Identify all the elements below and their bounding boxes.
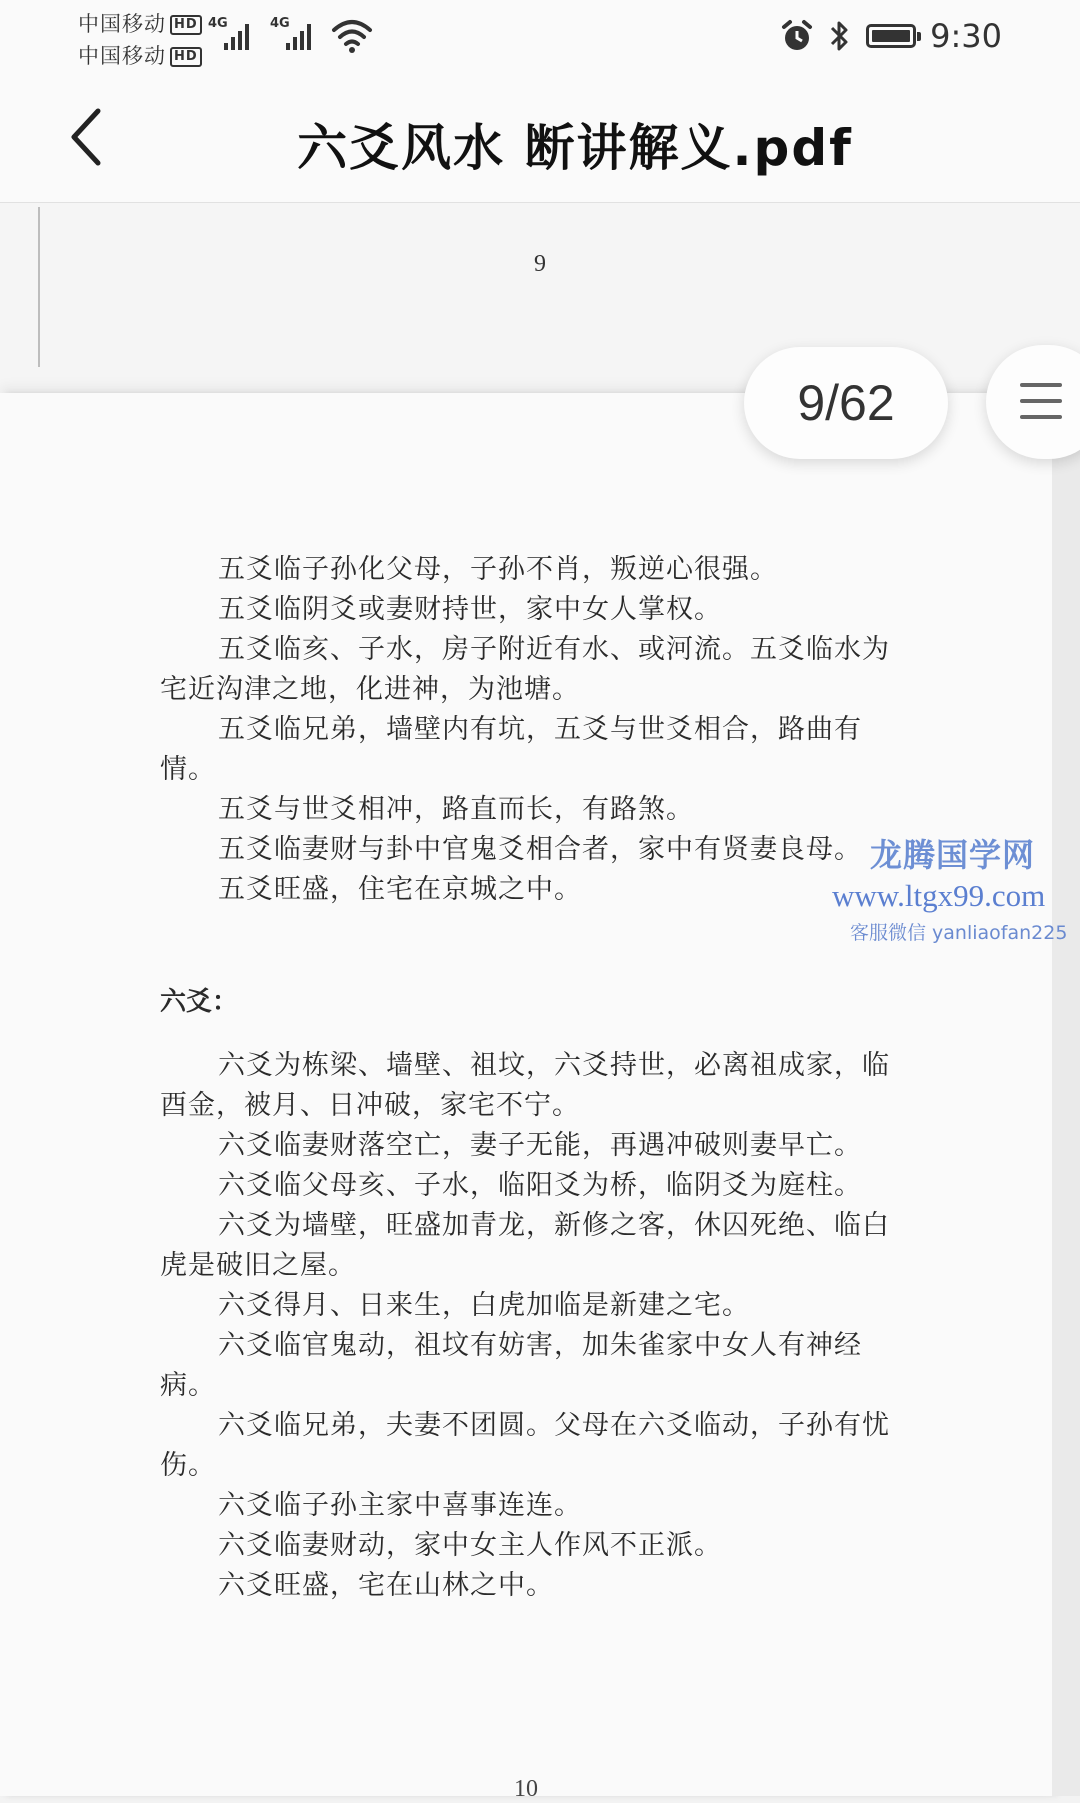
- watermark-brand: 龙腾国学网: [870, 836, 1036, 874]
- carrier-name: 中国移动: [78, 12, 166, 36]
- battery-icon: [866, 24, 916, 48]
- section-heading: 六爻：: [160, 987, 239, 1017]
- paragraph: 五爻旺盛，住宅在京城之中。: [218, 874, 582, 905]
- chevron-left-icon: [68, 107, 104, 167]
- paragraph: 六爻临官鬼动，祖坟有妨害，加朱雀家中女人有神经病。: [160, 1330, 862, 1401]
- document-body: [160, 550, 890, 1606]
- paragraph: 六爻为栋梁、墙壁、祖坟，六爻持世，必离祖成家，临酉金，被月、日冲破，家宅不宁。: [160, 1050, 890, 1121]
- paragraph: 六爻临子孙主家中喜事连连。: [218, 1490, 582, 1521]
- paragraph: 五爻临子孙化父母，子孙不肖，叛逆心很强。: [218, 554, 778, 585]
- hd-badge: HD: [170, 15, 202, 35]
- paragraph: 五爻临兄弟，墙壁内有坑，五爻与世爻相合，路曲有情。: [160, 714, 862, 785]
- clock: 9:30: [930, 17, 1002, 55]
- watermark-contact: 客服微信 yanliaofan225: [850, 922, 1068, 944]
- next-page-number: 10: [514, 1776, 538, 1802]
- paragraph: 六爻临兄弟，夫妻不团圆。父母在六爻临动，子孙有忧伤。: [160, 1410, 890, 1481]
- network-type: 4G: [208, 16, 228, 31]
- paragraph: 五爻临阴爻或妻财持世，家中女人掌权。: [218, 594, 722, 625]
- paragraph: 六爻临父母亥、子水，临阳爻为桥，临阴爻为庭柱。: [218, 1170, 862, 1201]
- paragraph: 五爻临妻财与卦中官鬼爻相合者，家中有贤妻良母。: [218, 834, 862, 865]
- page-edge: [38, 207, 40, 367]
- paragraph: 五爻临亥、子水，房子附近有水、或河流。五爻临水为宅近沟津之地，化进神，为池塘。: [160, 634, 890, 705]
- page-indicator[interactable]: 9/62: [744, 347, 948, 459]
- network-type: 4G: [270, 16, 290, 31]
- carrier-2: [78, 40, 202, 70]
- menu-icon: [1020, 383, 1062, 431]
- document-title: 六爻风水 断讲解义.pdf: [297, 119, 853, 177]
- paragraph: 六爻临妻财落空亡，妻子无能，再遇冲破则妻早亡。: [218, 1130, 862, 1161]
- watermark-url: www.ltgx99.com: [832, 878, 1046, 913]
- carrier-1: [78, 8, 202, 38]
- paragraph: 六爻为墙壁，旺盛加青龙，新修之客，休囚死绝、临白虎是破旧之屋。: [160, 1210, 890, 1281]
- toolbar: [0, 80, 1080, 204]
- hd-badge: HD: [170, 47, 202, 67]
- alarm-icon: [780, 19, 814, 53]
- paragraph: 六爻旺盛，宅在山林之中。: [218, 1570, 554, 1601]
- carrier-name: 中国移动: [78, 44, 166, 68]
- paragraph: 五爻与世爻相冲，路直而长，有路煞。: [218, 794, 694, 825]
- page-edge-right: [1052, 393, 1080, 1796]
- page-number: 9: [534, 251, 546, 277]
- paragraph: 六爻得月、日来生，白虎加临是新建之宅。: [218, 1290, 750, 1321]
- watermark: [832, 830, 1072, 945]
- wifi-icon: [330, 16, 374, 56]
- bluetooth-icon: [828, 18, 852, 54]
- back-button[interactable]: [62, 102, 110, 172]
- status-right: [780, 16, 1002, 56]
- status-bar: [0, 0, 1080, 80]
- paragraph: 六爻临妻财动，家中女主人作风不正派。: [218, 1530, 722, 1561]
